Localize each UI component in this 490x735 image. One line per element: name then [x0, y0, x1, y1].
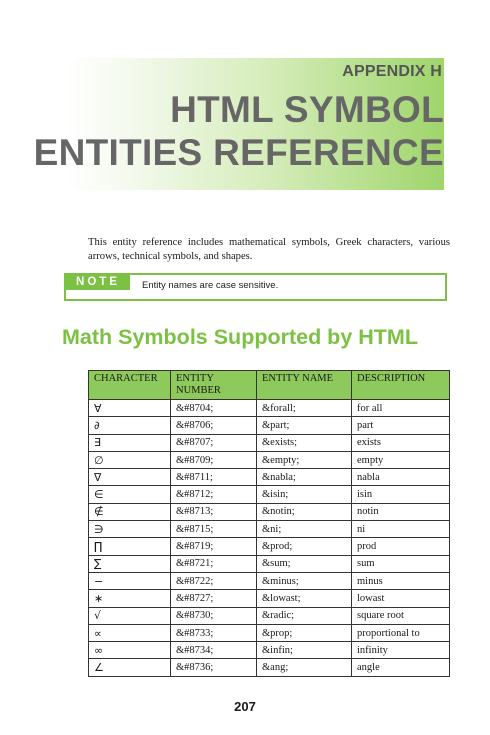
cell-entity-name: &part; — [257, 417, 352, 434]
cell-description: part — [352, 417, 450, 434]
cell-character: ∑ — [89, 555, 171, 572]
cell-entity-name: &sum; — [257, 555, 352, 572]
cell-entity-name: &ni; — [257, 521, 352, 538]
cell-description: angle — [352, 659, 450, 676]
cell-character: ∠ — [89, 659, 171, 676]
intro-paragraph: This entity reference includes mathematical symbols, Greek characters, various arrows, technical symbols, and shapes. — [88, 237, 450, 263]
cell-character: ∇ — [89, 469, 171, 486]
table-row — [89, 659, 450, 676]
table-row — [89, 572, 450, 589]
cell-character: √ — [89, 607, 171, 624]
cell-entity-number: &#8709; — [171, 451, 257, 468]
table-row — [89, 590, 450, 607]
cell-entity-name: &minus; — [257, 572, 352, 589]
table-row — [89, 555, 450, 572]
cell-character: ∃ — [89, 434, 171, 451]
cell-character: ∉ — [89, 503, 171, 520]
cell-character: ∅ — [89, 451, 171, 468]
cell-entity-name: &radic; — [257, 607, 352, 624]
cell-entity-name: &notin; — [257, 503, 352, 520]
cell-description: infinity — [352, 642, 450, 659]
cell-character: ∏ — [89, 538, 171, 555]
cell-entity-number: &#8704; — [171, 400, 257, 417]
cell-entity-number: &#8721; — [171, 555, 257, 572]
cell-description: isin — [352, 486, 450, 503]
cell-entity-name: &lowast; — [257, 590, 352, 607]
table-row — [89, 642, 450, 659]
table-row — [89, 521, 450, 538]
table-row — [89, 451, 450, 468]
cell-entity-number: &#8722; — [171, 572, 257, 589]
note-box — [64, 273, 447, 301]
cell-entity-name: &prop; — [257, 624, 352, 641]
cell-entity-number: &#8730; — [171, 607, 257, 624]
note-label: NOTE — [66, 275, 130, 290]
cell-description: for all — [352, 400, 450, 417]
cell-entity-number: &#8715; — [171, 521, 257, 538]
cell-character: ∀ — [89, 400, 171, 417]
table-row — [89, 469, 450, 486]
cell-entity-number: &#8734; — [171, 642, 257, 659]
page-number: 207 — [234, 699, 256, 714]
cell-entity-number: &#8712; — [171, 486, 257, 503]
cell-entity-name: &infin; — [257, 642, 352, 659]
chapter-title-line: HTML SYMBOL — [170, 89, 444, 130]
cell-entity-name: &empty; — [257, 451, 352, 468]
column-header-character: CHARACTER — [89, 371, 171, 400]
cell-description: minus — [352, 572, 450, 589]
cell-character: ∝ — [89, 624, 171, 641]
section-title: Math Symbols Supported by HTML — [62, 325, 418, 349]
cell-character: ∗ — [89, 590, 171, 607]
cell-entity-name: &ang; — [257, 659, 352, 676]
appendix-label: APPENDIX H — [342, 63, 442, 80]
cell-description: prod — [352, 538, 450, 555]
cell-entity-number: &#8727; — [171, 590, 257, 607]
table-row — [89, 538, 450, 555]
cell-entity-name: &prod; — [257, 538, 352, 555]
table-row — [89, 486, 450, 503]
cell-entity-number: &#8711; — [171, 469, 257, 486]
cell-description: proportional to — [352, 624, 450, 641]
cell-entity-name: &nabla; — [257, 469, 352, 486]
cell-entity-name: &forall; — [257, 400, 352, 417]
cell-description: nabla — [352, 469, 450, 486]
column-header-entity-name: ENTITY NAME — [257, 371, 352, 400]
table-row — [89, 434, 450, 451]
chapter-title-line: ENTITIES REFERENCE — [33, 132, 444, 173]
cell-description: square root — [352, 607, 450, 624]
cell-character: ∂ — [89, 417, 171, 434]
symbol-table — [88, 370, 450, 677]
column-header-entity-number: ENTITY NUMBER — [171, 371, 257, 400]
cell-entity-number: &#8736; — [171, 659, 257, 676]
cell-character: ∋ — [89, 521, 171, 538]
table-row — [89, 417, 450, 434]
cell-description: notin — [352, 503, 450, 520]
cell-description: exists — [352, 434, 450, 451]
cell-entity-number: &#8706; — [171, 417, 257, 434]
cell-description: sum — [352, 555, 450, 572]
table-row — [89, 400, 450, 417]
cell-description: empty — [352, 451, 450, 468]
chapter-title — [34, 88, 444, 174]
table-row — [89, 503, 450, 520]
cell-character: ∈ — [89, 486, 171, 503]
cell-entity-number: &#8713; — [171, 503, 257, 520]
cell-character: − — [89, 572, 171, 589]
table-header-row — [89, 371, 450, 400]
cell-entity-name: &exists; — [257, 434, 352, 451]
cell-entity-number: &#8707; — [171, 434, 257, 451]
column-header-description: DESCRIPTION — [352, 371, 450, 400]
note-text: Entity names are case sensitive. — [142, 280, 279, 291]
table-row — [89, 624, 450, 641]
cell-entity-name: &isin; — [257, 486, 352, 503]
cell-description: lowast — [352, 590, 450, 607]
cell-character: ∞ — [89, 642, 171, 659]
cell-entity-number: &#8733; — [171, 624, 257, 641]
cell-entity-number: &#8719; — [171, 538, 257, 555]
table-row — [89, 607, 450, 624]
cell-description: ni — [352, 521, 450, 538]
